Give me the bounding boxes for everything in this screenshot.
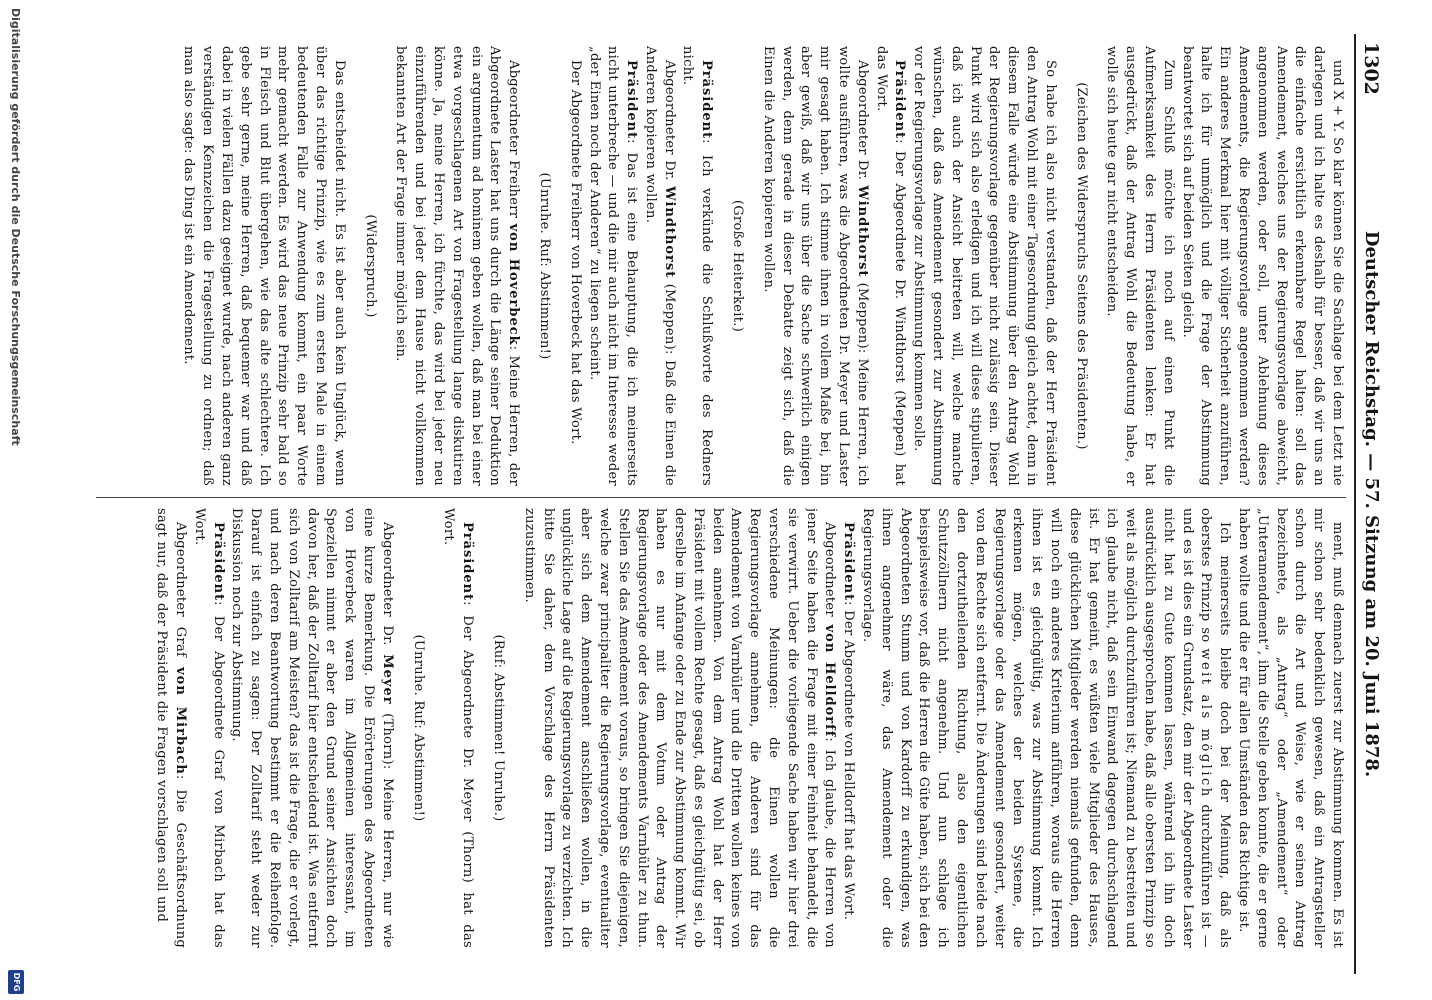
stage-direction [1071, 46, 1090, 486]
text-run: durchzuführen ist — und es ist dies ein Grundsatz, den mir der Abgeordnete Laster nicht hat zu Gute kommen lassen, während ich ihn doch ausdrücklich ausgesprochen habe, daß alle obersten Prinzip so weit als möglich durchzuführen ist; Niemand zu bestreiten und ich glaube nicht, daß sein Einwand dagegen durchschlagend ist. Er hat gemeint, es wüßten viele Mitglieder des Hauses, diese glücklichen Mitglieder werden niemals gefunden, denn will noch ein anderes Kriterium anführen, woraus die Herren ihnen ist es gleichgültig, was zur Abstimmung kommt. Ich erkennen mögen, welches der beiden Systeme, die Regierungsvorlage oder das Amendement gesondert, weiter von dem Rechte sich entfernt. Die Änderungen sind beide nach den dortzutheilenden Richtung, also den eigentlichen Schutzzöllnern nicht angenehm. Und nun schlage ich beispielsweise vor, daß die Herren die Güte haben, sich bei den Abgeordneten Stumm und von Kardorff zu erkundigen, was ihnen angenehmer wäre, das Amendement oder die Regierungsvorlage. [860, 508, 1214, 948]
text-run: : Meine Herren, der Abgeordnete Laster hat uns durch die Länge seiner Deduktion ein argumentum ad hominem geben wollen, daß man bei einer etwa vorgeschlagenen Art von Fragestellung lange diskutiren könne. Ja, meine Herren, ich fürchte, das wird bei jeder neu einzuführenden und bei jeder dem Hause nicht vollkommen bekannten Art der Frage immer möglich sein. [393, 46, 522, 486]
text-run: (Thorn): Meine Herren, nur wie eine kurze Bemerkung. Die Erörterungen des Abgeordneten von Hoverbeck waren im Allgemeinen interessant, im Speziellen nimmt er aber den Grund seiner Ansichten doch davon her, daß der Zolltarif hier entscheidend ist. Was entfernt sich von Zolltarif am Meisten? das ist die Frage, die er vorlegt, und nach deren Beantwortung bestimmt er die Reihenfolge. Darauf ist einfach zu sagen: Der Zolltarif steht weder zur Diskussion noch zur Abstimmung. [229, 508, 395, 948]
emphasis-text: weit als möglich [1198, 648, 1214, 799]
text-run: (Unruhe. Ruf: Abstimmen!) [410, 634, 426, 822]
text-run: Zum Schluß möchte ich noch auf einen Punkt die Aufmerksamkeit des Herrn Präsidenten lenken: Er hat ausgedrückt, daß der Antrag Wohl die Bedeutung habe, er wolle sich heute gar nicht entscheiden. [1104, 46, 1176, 486]
paragraph [758, 46, 871, 486]
running-title: Deutscher Reichstag. — 57. Sitzung am 20. Juni 1878. [1361, 230, 1382, 778]
text-run: Abgeordneter Dr. [379, 522, 395, 655]
text-run: Ich meinerseits bleibe doch bei der Meinung, daß als oberstes Prinzip so [1198, 508, 1233, 948]
text-run: Das entscheidet nicht. Es ist aber auch kein Unglück, wenn über das richtige Prinzip, wie es zum ersten Male in einem bedeutenden Falle zur Anwendung kommt, ein paar Worte mehr gemacht werden. Es wird das neue Prinzip sehr bald so in Fleisch und Blut übergehen, wie das alte schlechtere. Ich gebe sehr gerne, meine Herren, daß bequemer war und daß dabei in vielen Fällen dazu geeignet wurde, nach anderen ganz verständigen Kennzeichen die Fragestellung zu ordnen; daß man also sagte: das Ding ist ein Amendement. [181, 46, 347, 486]
speaker-name: Meyer [379, 654, 395, 705]
paragraph [565, 46, 584, 486]
text-run: (Ruf: Abstimmen! Unruhe.) [490, 634, 506, 822]
paragraph [584, 46, 640, 486]
page-number: 1302 [1360, 42, 1382, 95]
stage-direction [534, 46, 553, 486]
text-column-left [96, 46, 1346, 486]
paragraph [179, 46, 348, 486]
paragraph [1233, 508, 1346, 948]
text-run: : Die Geschäftsordnung sagt nur, daß der Präsident die Fragen vorschlagen soll und [154, 508, 188, 948]
stage-direction [360, 46, 379, 486]
paragraph [151, 508, 189, 948]
text-run: : Der Abgeordnete von Helldorff hat das Wort. [841, 601, 857, 921]
text-run: Abgeordneter Graf [172, 522, 188, 668]
paragraph [1177, 46, 1346, 486]
digitization-note: Digitalisierung gefördert durch die Deutsche Forschungsgemeinschaft [9, 8, 22, 446]
text-run: (Große Heiterkeit.) [730, 199, 746, 333]
stage-direction [488, 508, 507, 948]
text-run: (Meppen): Meine Herren, ich wollte ausführen, was die Abgeordneten Dr. Meyer und Laster mir gesagt haben. Ich stimme ihnen in vollem Maße bei, bin aber gewiß, daß wir uns über die Sache schwerlich einigen werden, denn gerade in dieser Debatte zeigt sich, daß die Einen die Anderen kopieren wollen. [760, 46, 870, 486]
speaker-name: Präsident [841, 522, 857, 602]
speaker-name: Präsident [624, 60, 640, 140]
paragraph [857, 508, 1233, 948]
text-run: Der Abgeordnete Freiherr von Hoverbeck hat das Wort. [567, 60, 583, 445]
text-run: Abgeordneter Freiherr [506, 60, 522, 224]
text-run: (Unruhe. Ruf: Abstimmen!) [536, 172, 552, 360]
text-run: und X + Y. So klar können Sie die Sachlage bei dem Letzt nie darlegen und ich halte es deshalb für besser, daß wir uns an die einfache ersichtlich erkennbare Regel halten: soll das Amendement, welches uns der Regierungsvorlage abweicht, angenommen werden, oder soll, unter Ablehnung dieses Amendements, die Regierungsvorlage angenommen werden? Ein anderes Merkmal hier mit völliger Sicherheit anzuführen, halte ich für unmöglich und die Frage der Abstimmung beantwortet sich auf beiden Seiten gleich. [1179, 46, 1345, 486]
text-run: So habe ich also nicht verstanden, daß der Herr Präsident den Antrag Wohl mit einer Tagesordnung gleich achtet, denn in diesem Falle würde eine Abstimmung über den Antrag Wohl der Regierungsvorlage gegenüber nicht zulässig sein. Dieser Punkt wird sich also erledigen und ich will diese stipulieren, daß ich auch der Ansicht beitreten will, welche manche wünschen, daß das Amendement gesondert zur Abstimmung vor der Regierungsvorlage zur Abstimmung kommen solle. [911, 46, 1058, 486]
digitization-footer [4, 0, 26, 1000]
speaker-name: Präsident [699, 60, 715, 140]
paragraph [908, 46, 1058, 486]
speaker-name: von Mirbach [172, 667, 188, 775]
paragraph [838, 508, 857, 948]
speaker-name: Präsident [460, 522, 476, 602]
speaker-name: Präsident [210, 522, 226, 602]
speaker-name: von Hoverbeck [506, 223, 522, 346]
dfg-logo-icon: DFG [8, 970, 24, 994]
text-run: (Zeichen des Widerspruchs Seitens des Präsidenten.) [1073, 82, 1089, 450]
text-run: : Ich verkünde die Schlußworte des Redners nicht. [680, 46, 715, 486]
text-column-right [96, 508, 1346, 948]
page-header [1354, 34, 1386, 974]
text-run: Abgeordneter Dr. [854, 60, 870, 186]
text-run: : Der Abgeordnete Dr. Meyer (Thorn) hat das Wort. [441, 508, 476, 948]
column-divider [96, 497, 1346, 498]
paragraph [227, 508, 396, 948]
speaker-name: Windthorst [661, 186, 677, 279]
text-run: : Das ist eine Behauptung, die ich meinerseits nicht unterbreche — und die mir auch nicht im Interesse weder „der Einen noch der Anderen“ zu liegen scheint. [586, 46, 640, 486]
paragraph [1102, 46, 1177, 486]
text-run: (Meppen): Daß die Einen die Anderen kopieren wollen. [642, 46, 677, 486]
paragraph [871, 46, 909, 486]
paragraph [678, 46, 716, 486]
text-run: ment, muß demnach zuerst zur Abstimmung kommen. Es ist mir schon sehr bedenklich gewesen, daß ein Antragsteller schon durch die Art und Weise, wie er seinen Antrag bezeichnete, als „Antrag“ oder „Amendement“ oder „Unteramendement“, ihm die Stelle geben konnte, die er gerne haben wollte und die er für allen Umständen das Richtige ist. [1236, 508, 1345, 948]
text-run: (Widerspruch.) [362, 214, 378, 318]
paragraph [519, 508, 839, 948]
text-run: : Der Abgeordnete Dr. Windthorst (Meppen) hat das Wort. [873, 46, 908, 486]
text-run: Abgeordneter Dr. [661, 60, 677, 187]
speaker-name: Windthorst [854, 185, 870, 278]
speaker-name: von Helldorff [822, 624, 838, 738]
paragraph [640, 46, 678, 486]
text-run: : Ich glaube, die Herren von jener Seite haben die Frage mit einer Feinheit behandelt, die sie verwirrt. Ueber die vorliegende Sache haben wir hier drei verschiedene Meinungen: die Einen wollen die Regierungsvorlage annehmen, die Anderen sind für das Amendement von Varnbüler und die Dritten wollen keines von beiden annehmen. Von dem Antrag Wohl hat der Herr Präsident mit vollem Rechte gesagt, daß es gleichgültig sei, ob derselbe im Anfange oder zu Ende zur Abstimmung kommt. Wir haben es nur mit dem Votum oder Antrag der Regierungsvorlage oder des Amendements Varnbüler zu thun. Stellen Sie das Amendement voraus, so bringen Sie diejenigen, welche zwar principaliter die Regierungsvorlage, eventualiter aber sich dem Amendement anschließen wollen, in die unglückliche Lage auf die Regierungsvorlage zu verzichten. Ich bitte Sie daher, dem Vorschlage des Herrn Präsidenten zuzustimmen. [521, 508, 838, 948]
paragraph [189, 508, 227, 948]
text-run: : Der Abgeordnete Graf von Mirbach hat das Wort. [191, 508, 226, 948]
stage-direction [727, 46, 746, 486]
speaker-name: Präsident [892, 60, 908, 140]
text-run: Abgeordneter [822, 522, 838, 625]
stage-direction [408, 508, 427, 948]
paragraph [439, 508, 477, 948]
paragraph [391, 46, 523, 486]
